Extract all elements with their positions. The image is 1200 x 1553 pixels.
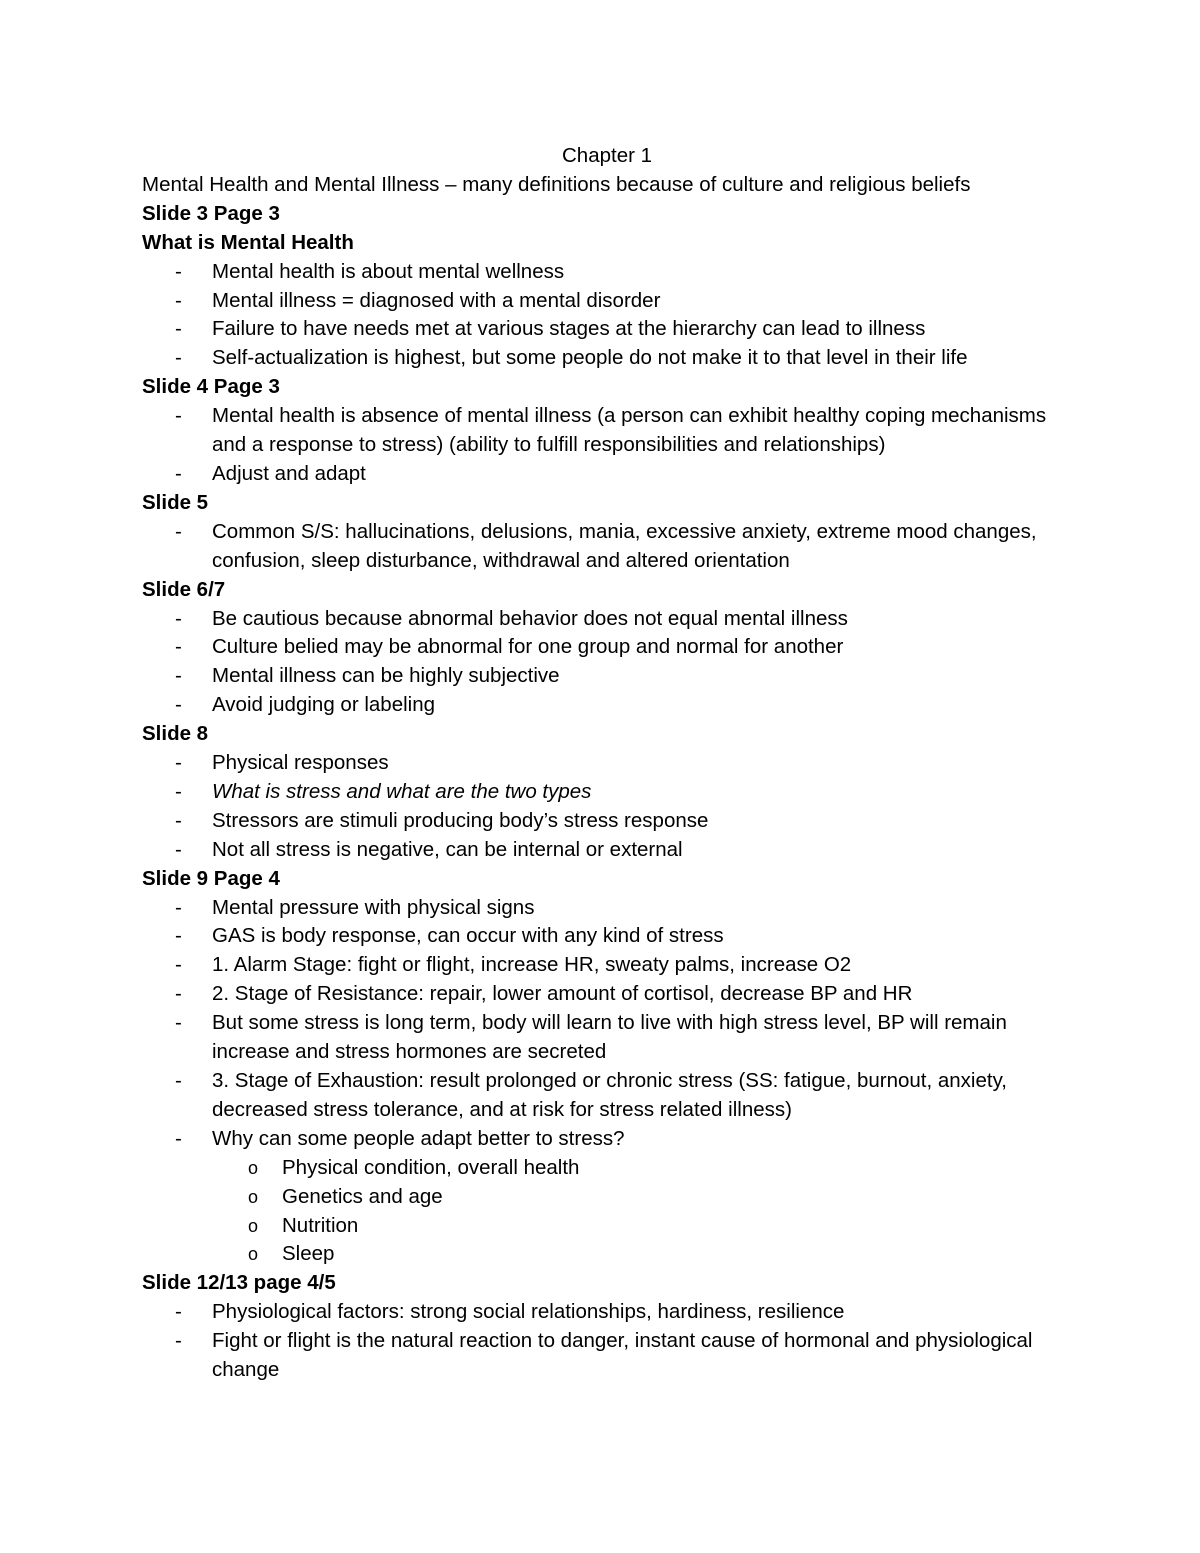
dash-marker: -	[175, 664, 182, 688]
section-heading: Slide 9 Page 4	[142, 866, 280, 890]
list-item-text: Not all stress is negative, can be internal or external	[212, 837, 683, 861]
circle-marker: o	[248, 1157, 259, 1178]
list-item-text: Mental illness can be highly subjective	[212, 664, 560, 688]
sub-list-item	[248, 1154, 1072, 1183]
list-item-text: Physiological factors: strong social relationships, hardiness, resilience	[212, 1300, 845, 1324]
list-item-text: Stressors are stimuli producing body’s stress response	[212, 808, 709, 832]
list-item	[175, 980, 1072, 1009]
section-heading: Slide 12/13 page 4/5	[142, 1271, 336, 1295]
list-item-text: Mental pressure with physical signs	[212, 895, 535, 919]
list-item	[175, 287, 1072, 316]
list-item	[175, 460, 1072, 489]
dash-marker: -	[175, 895, 182, 919]
dash-marker: -	[175, 751, 182, 775]
dash-marker: -	[175, 1011, 182, 1035]
list-item	[175, 518, 1072, 576]
bullet-list	[142, 402, 1072, 489]
list-item-text: Mental illness = diagnosed with a mental disorder	[212, 288, 661, 312]
list-item	[175, 662, 1072, 691]
section-heading: Slide 8	[142, 722, 209, 746]
section-heading: Slide 6/7	[142, 577, 226, 601]
list-item-text: Mental health is about mental wellness	[212, 259, 565, 283]
sub-list-item-text: Genetics and age	[282, 1184, 443, 1208]
intro-line: Mental Health and Mental Illness – many definitions because of culture and religious beliefs	[142, 172, 971, 196]
dash-marker: -	[175, 808, 182, 832]
dash-marker: -	[175, 606, 182, 630]
chapter-title: Chapter 1	[561, 144, 653, 167]
list-item-text: Mental health is absence of mental illness (a person can exhibit healthy coping mechanisms and a response to stress) (ability to fulfill responsibilities and relationships)	[212, 404, 1047, 457]
list-item	[175, 691, 1072, 720]
document-page	[142, 142, 1072, 1385]
dash-marker: -	[175, 317, 182, 341]
list-item-text: GAS is body response, can occur with any kind of stress	[212, 924, 724, 948]
dash-marker: -	[175, 519, 182, 543]
dash-marker: -	[175, 635, 182, 659]
list-item	[175, 315, 1072, 344]
dash-marker: -	[175, 461, 182, 485]
bullet-list	[142, 749, 1072, 865]
list-item	[175, 344, 1072, 373]
dash-marker: -	[175, 1069, 182, 1092]
list-item	[175, 951, 1072, 980]
list-item-text: Adjust and adapt	[212, 461, 366, 485]
list-item-text: Physical responses	[212, 751, 389, 775]
list-item	[175, 605, 1072, 634]
circle-marker: o	[248, 1215, 259, 1236]
dash-marker: -	[175, 404, 182, 428]
sub-bullet-list	[212, 1154, 1072, 1270]
dash-marker: -	[175, 346, 182, 370]
bullet-list	[142, 518, 1072, 576]
section-heading: Slide 5	[142, 490, 209, 514]
circle-marker: o	[248, 1244, 259, 1265]
list-item	[175, 807, 1072, 836]
list-item	[175, 922, 1072, 951]
circle-marker: o	[248, 1186, 259, 1207]
list-item-text: Be cautious because abnormal behavior does not equal mental illness	[212, 606, 848, 630]
sub-list-item-text: Sleep	[282, 1242, 335, 1266]
list-item	[175, 402, 1072, 460]
sub-list-item	[248, 1212, 1072, 1241]
list-item	[175, 1298, 1072, 1327]
list-item	[175, 258, 1072, 287]
section-subheading: What is Mental Health	[142, 230, 354, 254]
list-item-text: 2. Stage of Resistance: repair, lower amount of cortisol, decrease BP and HR	[212, 982, 913, 1006]
dash-marker: -	[175, 259, 182, 283]
section-heading: Slide 3 Page 3	[142, 201, 280, 225]
dash-marker: -	[175, 953, 182, 977]
dash-marker: -	[175, 1329, 182, 1353]
dash-marker: -	[175, 924, 182, 948]
list-item	[175, 1009, 1072, 1067]
sub-list-item-text: Physical condition, overall health	[282, 1155, 580, 1179]
list-item-text: But some stress is long term, body will learn to live with high stress level, BP will remain increase and stress hormones are secreted	[212, 1011, 1007, 1064]
bullet-list	[142, 605, 1072, 721]
dash-marker: -	[175, 779, 182, 803]
list-item-text: Failure to have needs met at various stages at the hierarchy can lead to illness	[212, 317, 926, 341]
dash-marker: -	[175, 837, 182, 861]
sub-list-item	[248, 1240, 1072, 1269]
list-item-text: Common S/S: hallucinations, delusions, mania, excessive anxiety, extreme mood changes, confusion, sleep disturbance, withdrawal and altered orientation	[212, 519, 1037, 572]
dash-marker: -	[175, 982, 182, 1006]
dash-marker: -	[175, 1300, 182, 1324]
list-item-text: Fight or flight is the natural reaction to danger, instant cause of hormonal and physiological change	[212, 1329, 1033, 1382]
bullet-list	[142, 258, 1072, 374]
list-item	[175, 836, 1072, 865]
list-item	[175, 1067, 1072, 1125]
list-item-text: Why can some people adapt better to stress?	[212, 1126, 625, 1150]
dash-marker: -	[175, 288, 182, 312]
list-item	[175, 749, 1072, 778]
section-heading: Slide 4 Page 3	[142, 375, 280, 399]
list-item-text: What is stress and what are the two types	[212, 779, 592, 803]
list-item	[175, 778, 1072, 807]
bullet-list	[142, 894, 1072, 1270]
bullet-list	[142, 1298, 1072, 1385]
list-item-text: 1. Alarm Stage: fight or flight, increase HR, sweaty palms, increase O2	[212, 953, 852, 977]
list-item-text: Self-actualization is highest, but some people do not make it to that level in their life	[212, 346, 968, 370]
list-item-text: 3. Stage of Exhaustion: result prolonged or chronic stress (SS: fatigue, burnout, anxiety, decreased stress tolerance, and at risk for stress related illness)	[212, 1069, 1008, 1121]
list-item-text: Culture belied may be abnormal for one group and normal for another	[212, 635, 844, 659]
list-item	[175, 633, 1072, 662]
list-item	[175, 894, 1072, 923]
list-item-text: Avoid judging or labeling	[212, 693, 436, 717]
list-item	[175, 1125, 1072, 1270]
dash-marker: -	[175, 693, 182, 717]
list-item	[175, 1327, 1072, 1385]
sub-list-item	[248, 1183, 1072, 1212]
dash-marker: -	[175, 1126, 182, 1150]
sub-list-item-text: Nutrition	[282, 1213, 359, 1237]
